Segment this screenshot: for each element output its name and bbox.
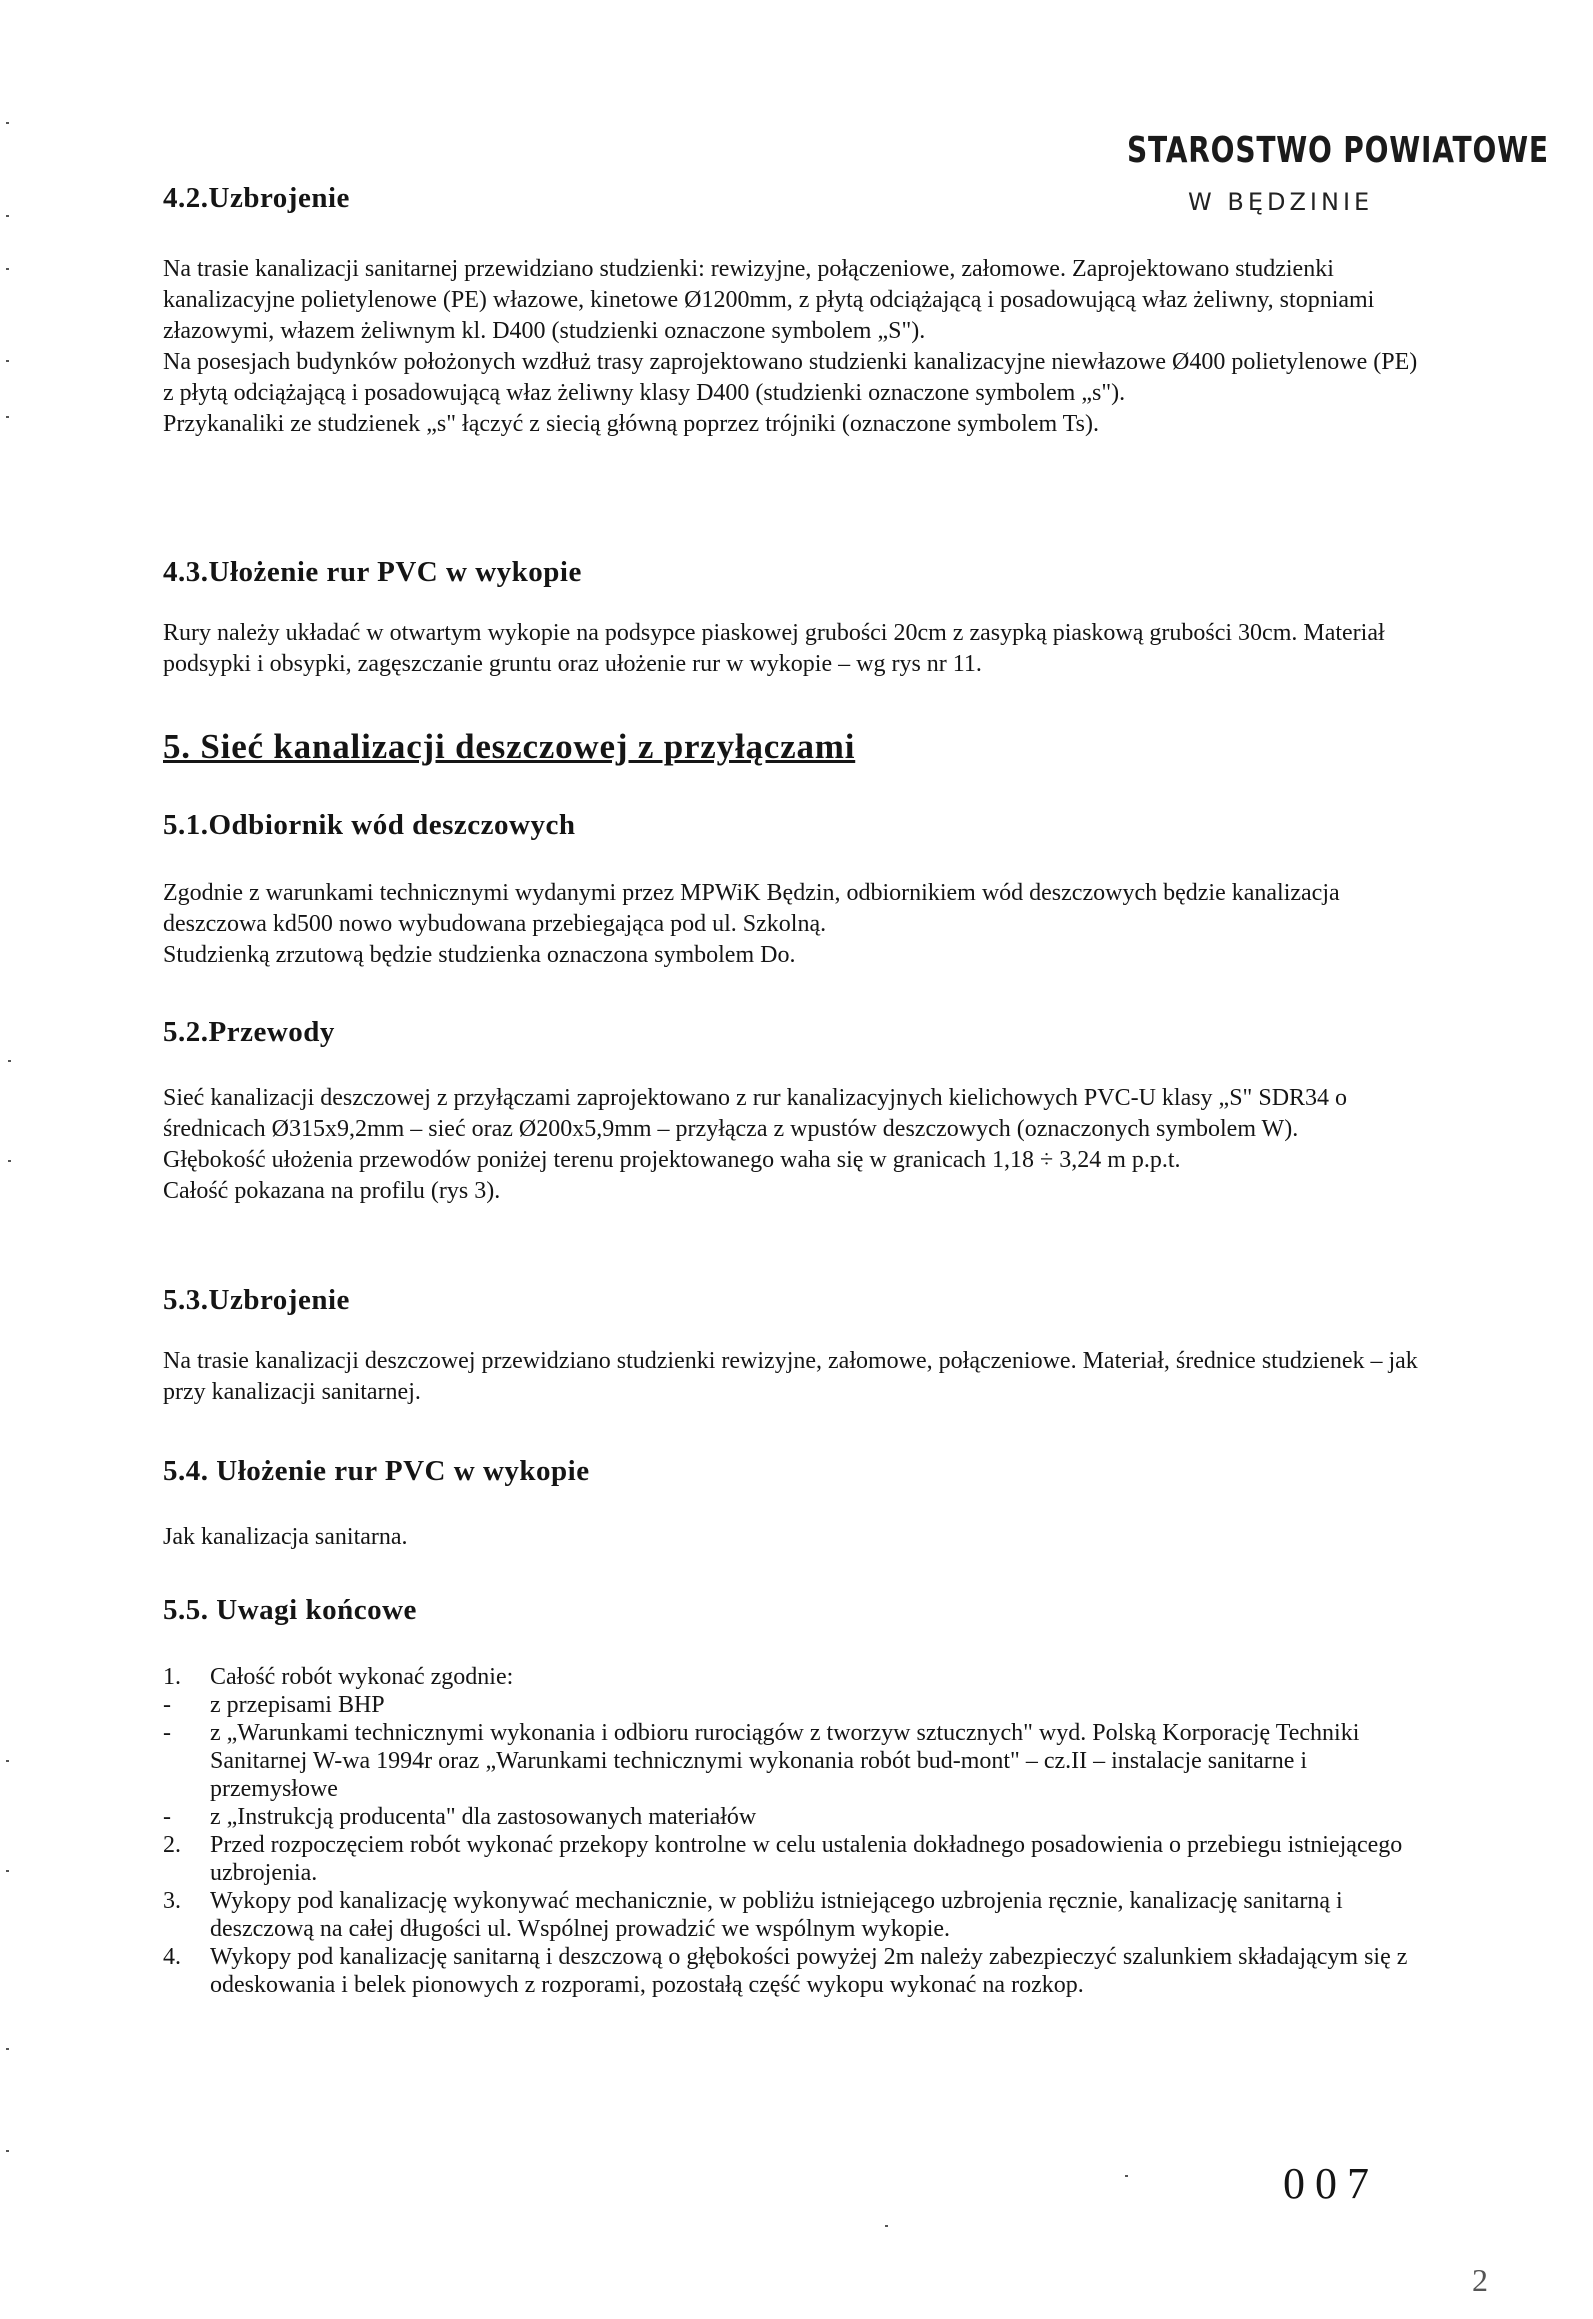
- list-item: [163, 1663, 1425, 1691]
- list-item: [163, 1691, 1425, 1719]
- section-4-2-paragraph: Na posesjach budynków położonych wzdłuż trasy zaprojektowano studzienki kanalizacyjne niewłazowe Ø400 polietylenowe (PE) z płytą odciążającą i posadowującą właz żeliwny klasy D400 (studzienki oznaczone symbolem „s").: [163, 349, 1418, 406]
- list-item: [163, 1719, 1425, 1803]
- section-4-2-body: [163, 254, 1425, 440]
- stamp-institution-name: STAROSTWO POWIATOWE: [1127, 130, 1549, 171]
- list-item-text: Całość robót wykonać zgodnie:: [210, 1664, 514, 1690]
- list-item: [163, 1943, 1425, 1999]
- scan-margin-mark: [6, 215, 9, 217]
- section-5-2-title: 5.2.Przewody: [163, 1016, 335, 1048]
- scan-margin-mark: [6, 1760, 9, 1762]
- list-item-text: z „Instrukcją producenta" dla zastosowanych materiałów: [210, 1804, 757, 1830]
- section-5-1-title: 5.1.Odbiornik wód deszczowych: [163, 809, 576, 841]
- section-5-2-paragraph: Głębokość ułożenia przewodów poniżej terenu projektowanego waha się w granicach 1,18 ÷ 3,24 m p.p.t.: [163, 1147, 1181, 1173]
- section-4-2-paragraph: Na trasie kanalizacji sanitarnej przewidziano studzienki: rewizyjne, połączeniowe, załomowe. Zaprojektowano studzienki kanalizacyjne polietylenowe (PE) włazowe, kinetowe Ø1200mm, z płytą odciążającą i posadowującą właz żeliwny, stopniami złazowymi, włazem żeliwnym kl. D400 (studzienki oznaczone symbolem „S").: [163, 256, 1375, 344]
- list-item-text: z „Warunkami technicznymi wykonania i odbioru rurociągów z tworzyw sztucznych" wyd. Polską Korporację Techniki Sanitarnej W-wa 1994r oraz „Warunkami technicznymi wykonania robót bud-mont" – cz.II – instalacje sanitarne i przemysłowe: [210, 1720, 1360, 1802]
- list-item-text: Przed rozpoczęciem robót wykonać przekopy kontrolne w celu ustalenia dokładnego posadowienia o przebiegu istniejącego uzbrojenia.: [210, 1832, 1403, 1886]
- section-5-1-paragraph: Studzienką zrzutową będzie studzienka oznaczona symbolem Do.: [163, 942, 796, 968]
- list-item: [163, 1803, 1425, 1831]
- list-item-text: Wykopy pod kanalizację sanitarną i deszczową o głębokości powyżej 2m należy zabezpieczyć szalunkiem składającym się z odeskowania i belek pionowych z rozporami, pozostałą część wykopu wykonać na rozkop.: [210, 1944, 1408, 1998]
- list-item: [163, 1887, 1425, 1943]
- scan-margin-mark: [6, 2048, 9, 2050]
- section-5-4-title: 5.4. Ułożenie rur PVC w wykopie: [163, 1455, 590, 1487]
- scan-speck: [885, 2225, 888, 2227]
- section-5-4-paragraph: Jak kanalizacja sanitarna.: [163, 1524, 408, 1550]
- list-item-text: z przepisami BHP: [210, 1692, 385, 1718]
- scan-margin-mark: [6, 360, 9, 362]
- section-5-title: 5. Sieć kanalizacji deszczowej z przyłączami: [163, 727, 856, 766]
- list-marker: 4.: [163, 1944, 181, 1970]
- section-4-2-paragraph: Przykanaliki ze studzienek „s" łączyć z siecią główną poprzez trójniki (oznaczone symbolem Ts).: [163, 411, 1099, 437]
- section-5-1-body: [163, 878, 1425, 971]
- section-4-3-paragraph: Rury należy układać w otwartym wykopie na podsypce piaskowej grubości 20cm z zasypką piaskową grubości 30cm. Materiał podsypki i obsypki, zagęszczanie gruntu oraz ułożenie rur w wykopie – wg rys nr 11.: [163, 620, 1385, 677]
- scan-margin-mark: [6, 122, 9, 124]
- scan-margin-mark: [8, 1160, 11, 1162]
- list-marker: -: [163, 1720, 171, 1746]
- list-marker: -: [163, 1692, 171, 1718]
- scan-margin-mark: [6, 2150, 9, 2152]
- scan-speck: [1125, 2175, 1128, 2177]
- scan-margin-mark: [8, 1060, 11, 1062]
- section-4-2-title: 4.2.Uzbrojenie: [163, 182, 350, 214]
- list-marker: 2.: [163, 1832, 181, 1858]
- scan-margin-mark: [6, 1870, 9, 1872]
- corner-page-mark: 2: [1472, 2262, 1488, 2298]
- section-5-1-paragraph: Zgodnie z warunkami technicznymi wydanymi przez MPWiK Będzin, odbiornikiem wód deszczowych będzie kanalizacja deszczowa kd500 nowo wybudowana przebiegająca pod ul. Szkolną.: [163, 880, 1340, 937]
- section-5-2-paragraph: Sieć kanalizacji deszczowej z przyłączami zaprojektowano z rur kanalizacyjnych kielichowych PVC-U klasy „S" SDR34 o średnicach Ø315x9,2mm – sieć oraz Ø200x5,9mm – przyłącza z wpustów deszczowych (oznaczonych symbolem W).: [163, 1085, 1348, 1142]
- page-number: 007: [1283, 2159, 1379, 2208]
- scan-margin-mark: [6, 268, 9, 270]
- list-item-text: Wykopy pod kanalizację wykonywać mechanicznie, w pobliżu istniejącego uzbrojenia ręcznie, kanalizację sanitarną i deszczową na całej długości ul. Wspólnej prowadzić we wspólnym wykopie.: [210, 1888, 1343, 1942]
- section-5-3-title: 5.3.Uzbrojenie: [163, 1284, 350, 1316]
- list-marker: 1.: [163, 1664, 181, 1690]
- section-4-3-title: 4.3.Ułożenie rur PVC w wykopie: [163, 556, 582, 588]
- list-marker: 3.: [163, 1888, 181, 1914]
- section-5-2-paragraph: Całość pokazana na profilu (rys 3).: [163, 1178, 501, 1204]
- section-5-5-title: 5.5. Uwagi końcowe: [163, 1594, 417, 1626]
- list-item: [163, 1831, 1425, 1887]
- final-remarks-list: [163, 1663, 1425, 1999]
- stamp-institution-city: W BĘDZINIE: [1188, 188, 1374, 216]
- section-5-2-body: [163, 1083, 1425, 1207]
- list-marker: -: [163, 1804, 171, 1830]
- section-5-3-paragraph: Na trasie kanalizacji deszczowej przewidziano studzienki rewizyjne, załomowe, połączeniowe. Materiał, średnice studzienek – jak przy kanalizacji sanitarnej.: [163, 1348, 1418, 1405]
- scan-margin-mark: [6, 416, 9, 418]
